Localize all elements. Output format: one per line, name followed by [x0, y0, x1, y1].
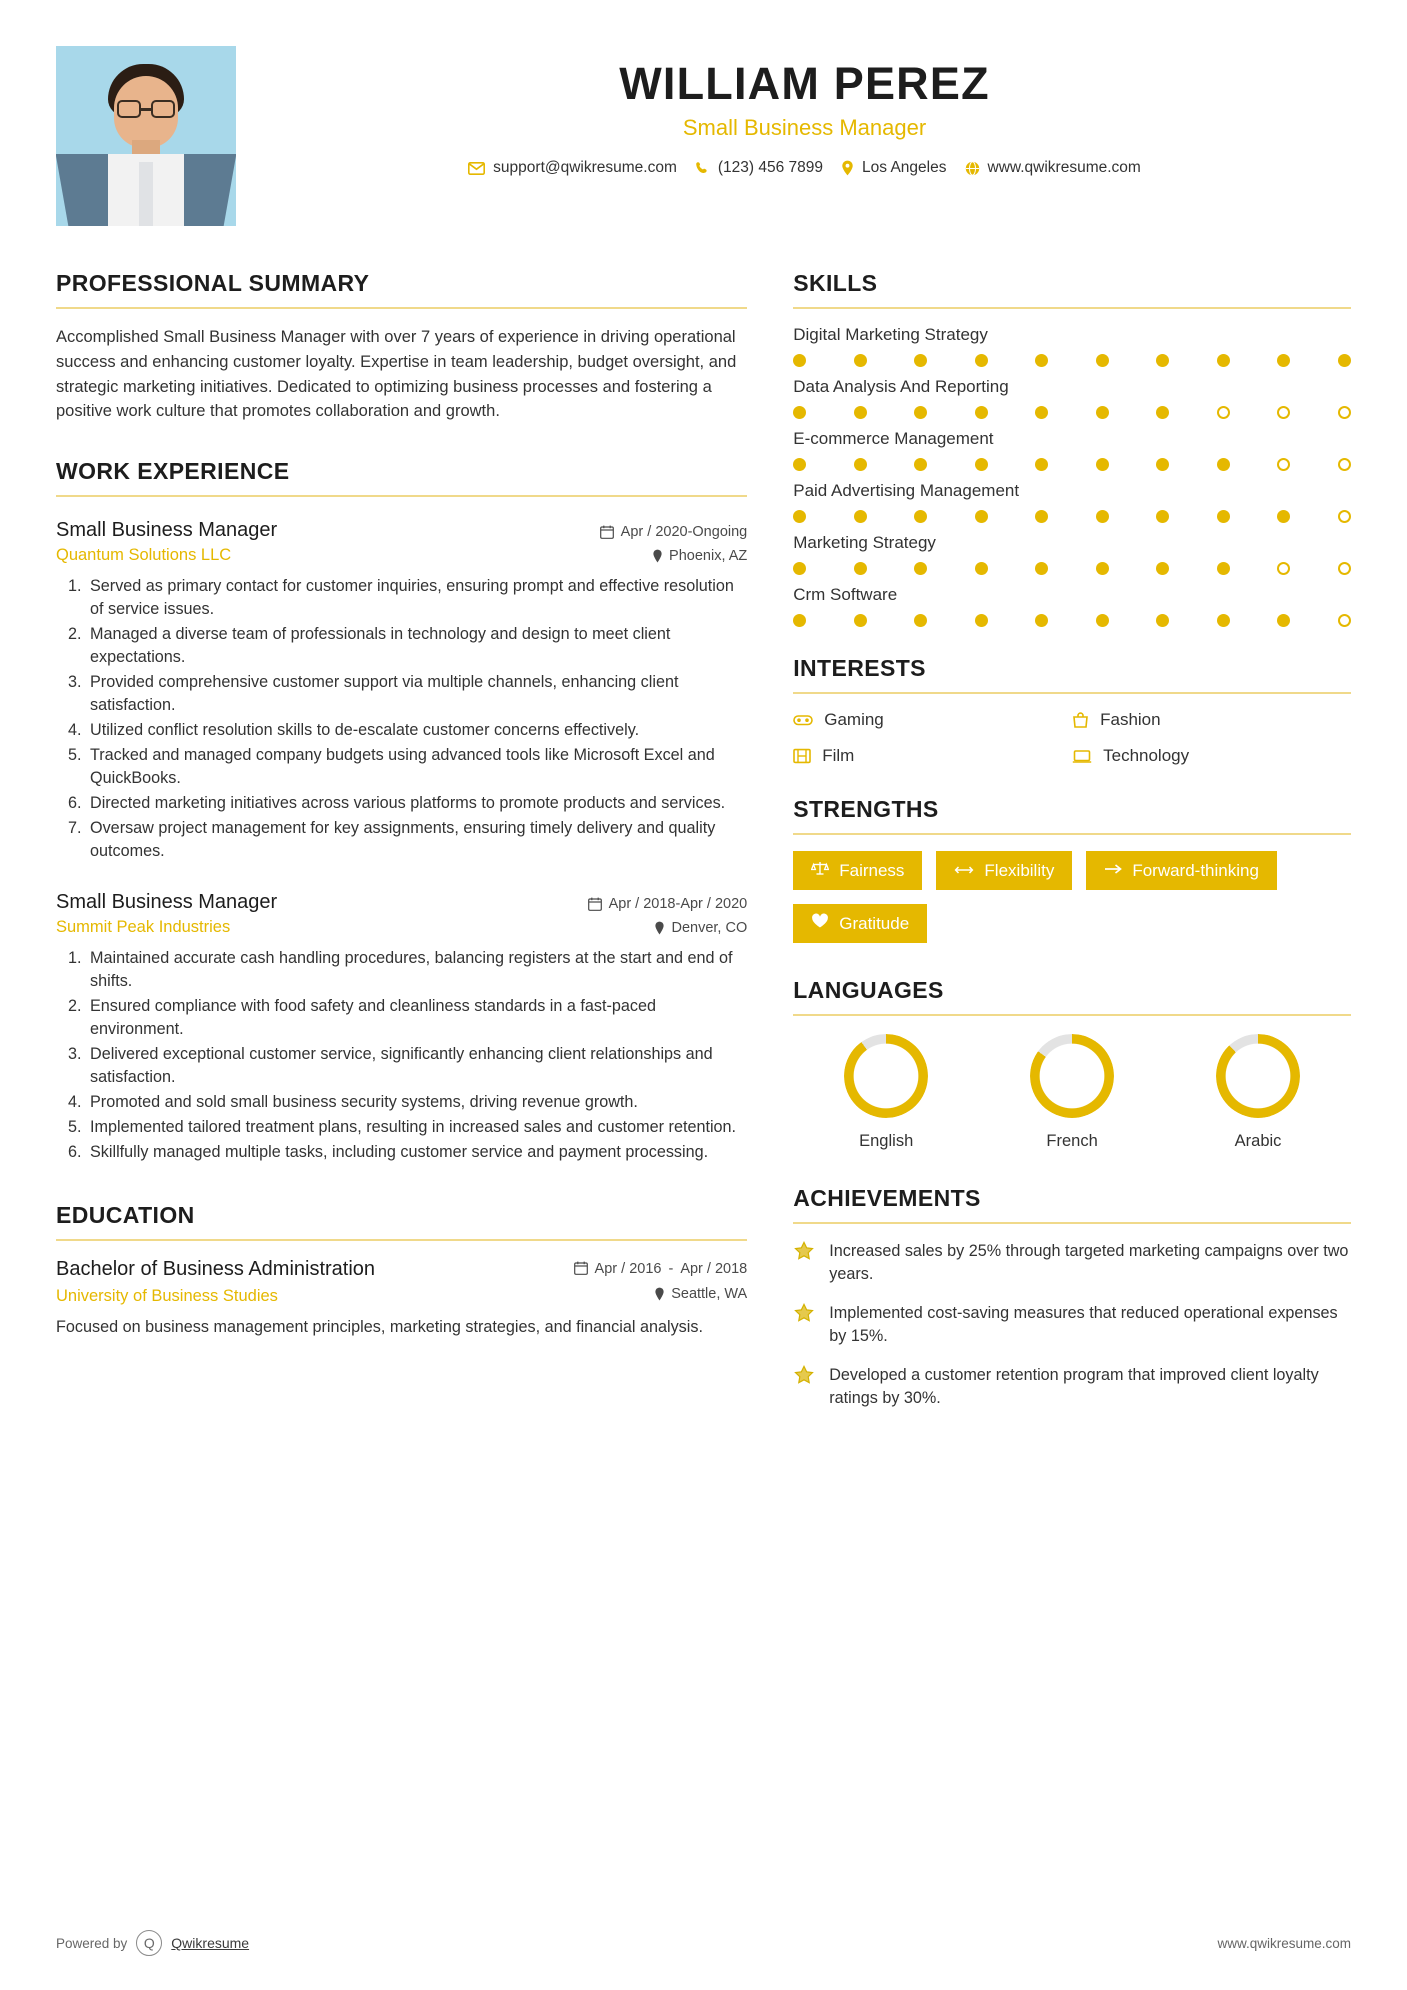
divider: [793, 307, 1351, 309]
skill-dot: [914, 458, 927, 471]
achievement-item: [793, 1302, 1351, 1348]
achievement-item: [793, 1364, 1351, 1410]
interest-label: Technology: [1103, 746, 1190, 765]
list-item: 3. Provided comprehensive customer support via multiple channels, enhancing client satisfaction.: [86, 671, 747, 717]
summary-text: Accomplished Small Business Manager with over 7 years of experience in driving operational success and enhancing customer loyalty. Expertise in team leadership, budget oversight, and strategic marketing initiatives. Dedicated to optimizing business processes and fostering a positive work culture that promotes collaboration and growth.: [56, 328, 737, 421]
skill-dot: [1035, 406, 1048, 419]
skill-dot: [854, 354, 867, 367]
skill-dot: [1277, 562, 1290, 575]
list-item: 4. Promoted and sold small business security systems, driving revenue growth.: [86, 1091, 747, 1114]
education-item: [56, 1257, 747, 1339]
skill-dot: [914, 354, 927, 367]
divider: [793, 833, 1351, 835]
skill-dot: [1217, 354, 1230, 367]
skill-dot: [1217, 406, 1230, 419]
skill-dot: [854, 510, 867, 523]
skill-dot: [1096, 510, 1109, 523]
achievement-item: [793, 1240, 1351, 1286]
divider: [56, 1239, 747, 1241]
language-item: [1216, 1034, 1300, 1151]
skill-dot: [1096, 562, 1109, 575]
skill-label: E-commerce Management: [793, 429, 994, 448]
skill-dot: [1035, 510, 1048, 523]
education-degree: Bachelor of Business Administration: [56, 1258, 376, 1280]
skill-label: Crm Software: [793, 585, 898, 604]
job-dates: [600, 519, 748, 540]
skill-dot: [793, 614, 806, 627]
list-item: 1. Served as primary contact for customer inquiries, ensuring prompt and effective resolution of service issues.: [86, 575, 747, 621]
pin-icon: [654, 921, 665, 935]
interest-label: Fashion: [1100, 710, 1161, 729]
skill-dot: [1156, 354, 1169, 367]
skill-dot: [1035, 458, 1048, 471]
education-description: Focused on business management principles, marketing strategies, and financial analysis.: [56, 1318, 703, 1336]
calendar-icon: [574, 1261, 588, 1275]
page-footer: [56, 1930, 1351, 1956]
list-item: 6. Skillfully managed multiple tasks, including customer service and payment processing.: [86, 1141, 747, 1164]
skill-dot: [1217, 614, 1230, 627]
strength-chip: [793, 904, 927, 943]
skill-rating: [793, 354, 1351, 367]
avatar: [56, 46, 236, 226]
list-item: 2. Managed a diverse team of professionals in technology and design to meet client expectations.: [86, 623, 747, 669]
brand-block[interactable]: [56, 1930, 249, 1956]
contact-email-text: support@qwikresume.com: [493, 159, 677, 177]
skill-dot: [1277, 406, 1290, 419]
skill-dot: [1277, 354, 1290, 367]
contact-website[interactable]: [965, 159, 1141, 177]
skill-dot: [975, 562, 988, 575]
achievement-text: Developed a customer retention program that improved client loyalty ratings by 30%.: [829, 1366, 1319, 1407]
calendar-icon: [600, 525, 614, 539]
laptop-icon: [1072, 749, 1092, 764]
skill-dot: [1156, 458, 1169, 471]
scales-icon: [811, 860, 829, 881]
skill-dot: [854, 614, 867, 627]
education-school: University of Business Studies: [56, 1287, 278, 1305]
powered-by-label: Powered by: [56, 1935, 128, 1951]
skill-dot: [1156, 510, 1169, 523]
skill-dot: [1156, 614, 1169, 627]
skill-dot: [793, 354, 806, 367]
page-title: WILLIAM PEREZ: [619, 58, 990, 109]
skill-dot: [854, 562, 867, 575]
skill-dot: [1338, 406, 1351, 419]
skill-dot: [975, 406, 988, 419]
strength-label: Flexibility: [984, 860, 1055, 880]
skill-item: [793, 429, 1351, 471]
skill-dot: [1156, 406, 1169, 419]
skill-dot: [1035, 614, 1048, 627]
education-date-start: Apr / 2016: [594, 1261, 662, 1277]
mail-icon: [468, 162, 485, 175]
skill-dot: [914, 406, 927, 419]
divider: [793, 1222, 1351, 1224]
section-heading-achievements: ACHIEVEMENTS: [793, 1185, 981, 1211]
list-item: 3. Delivered exceptional customer service, significantly enhancing client relationships and satisfaction.: [86, 1043, 747, 1089]
job-company: Quantum Solutions LLC: [56, 546, 232, 564]
strength-chip: [1086, 851, 1277, 890]
section-heading-skills: SKILLS: [793, 270, 878, 296]
skill-dot: [975, 510, 988, 523]
section-heading-experience: WORK EXPERIENCE: [56, 458, 290, 484]
skill-item: [793, 533, 1351, 575]
skill-item: [793, 377, 1351, 419]
strength-label: Gratitude: [839, 913, 910, 933]
divider: [56, 495, 747, 497]
pin-icon: [654, 1287, 665, 1301]
skill-rating: [793, 510, 1351, 523]
left-column: [56, 270, 793, 1410]
education-location-text: Seattle, WA: [671, 1285, 748, 1302]
divider: [793, 1014, 1351, 1016]
skill-item: [793, 585, 1351, 627]
job-location: [654, 920, 747, 936]
skill-rating: [793, 458, 1351, 471]
skill-dot: [1096, 354, 1109, 367]
film-icon: [793, 748, 811, 764]
job-location: [652, 548, 747, 564]
section-heading-interests: INTERESTS: [793, 655, 926, 681]
language-progress-ring: [1216, 1034, 1300, 1118]
skill-rating: [793, 614, 1351, 627]
section-heading-summary: PROFESSIONAL SUMMARY: [56, 270, 370, 296]
brand-name: Qwikresume: [171, 1935, 250, 1951]
skill-dot: [1277, 510, 1290, 523]
strength-label: Fairness: [839, 860, 905, 880]
skill-dot: [1277, 614, 1290, 627]
skills-list: [793, 325, 1351, 627]
skill-dot: [975, 458, 988, 471]
skill-dot: [1035, 354, 1048, 367]
skill-dot: [1338, 354, 1351, 367]
skill-dot: [854, 406, 867, 419]
star-icon: [793, 1240, 815, 1286]
strength-chip: [936, 851, 1072, 890]
contact-phone-text: (123) 456 7899: [717, 159, 824, 177]
interest-item: [793, 710, 1072, 730]
job-title: Small Business Manager: [56, 891, 278, 913]
qwikresume-logo-icon: Q: [136, 1930, 162, 1956]
language-item: [1030, 1034, 1114, 1151]
list-item: 4. Utilized conflict resolution skills to de-escalate customer concerns effectively.: [86, 719, 747, 742]
interests-list: [793, 710, 1351, 766]
section-heading-education: EDUCATION: [56, 1202, 195, 1228]
skill-rating: [793, 406, 1351, 419]
list-item: 1. Maintained accurate cash handling procedures, balancing registers at the start and end of shifts.: [86, 947, 747, 993]
interest-label: Film: [822, 746, 855, 765]
experience-item: [56, 891, 747, 1164]
interest-item: [1072, 746, 1351, 766]
job-title: Small Business Manager: [56, 519, 278, 541]
skill-dot: [975, 614, 988, 627]
strength-chip: [793, 851, 922, 890]
heart-icon: [811, 913, 829, 934]
language-label: French: [1046, 1132, 1098, 1150]
language-label: Arabic: [1234, 1132, 1282, 1150]
star-icon: [793, 1364, 815, 1410]
languages-list: [793, 1034, 1351, 1151]
job-bullets: [56, 575, 747, 863]
skill-dot: [1217, 510, 1230, 523]
skill-label: Digital Marketing Strategy: [793, 325, 988, 344]
skill-item: [793, 481, 1351, 523]
list-item: 7. Oversaw project management for key assignments, ensuring timely delivery and quality outcomes.: [86, 817, 747, 863]
divider: [56, 307, 747, 309]
education-date-end: Apr / 2018: [680, 1261, 748, 1277]
arrow-right-icon: [1104, 861, 1122, 881]
list-item: 5. Implemented tailored treatment plans, resulting in increased sales and customer retention.: [86, 1116, 747, 1139]
skill-dot: [914, 510, 927, 523]
header-text: [278, 46, 1351, 177]
skill-dot: [793, 458, 806, 471]
language-item: [844, 1034, 928, 1151]
skill-dot: [854, 458, 867, 471]
skill-dot: [1035, 562, 1048, 575]
skill-rating: [793, 562, 1351, 575]
job-bullets: [56, 947, 747, 1164]
job-company: Summit Peak Industries: [56, 918, 231, 936]
skill-dot: [914, 614, 927, 627]
star-icon: [793, 1302, 815, 1348]
phone-icon: [695, 161, 710, 176]
skill-dot: [1338, 614, 1351, 627]
contact-bar: [258, 159, 1351, 177]
skill-dot: [793, 510, 806, 523]
job-dates: [588, 891, 748, 912]
skill-label: Data Analysis And Reporting: [793, 377, 1009, 396]
interest-item: [1072, 710, 1351, 730]
job-dates-text: Apr / 2018-Apr / 2020: [608, 896, 748, 912]
arrows-icon: [954, 861, 974, 881]
contact-location-text: Los Angeles: [862, 159, 947, 177]
job-dates-text: Apr / 2020-Ongoing: [620, 524, 748, 540]
skill-label: Marketing Strategy: [793, 533, 936, 552]
strengths-list: [793, 851, 1351, 943]
section-heading-languages: LANGUAGES: [793, 977, 944, 1003]
skill-dot: [975, 354, 988, 367]
skill-dot: [1338, 510, 1351, 523]
interest-label: Gaming: [824, 710, 884, 729]
footer-website: www.qwikresume.com: [1217, 1935, 1351, 1951]
skill-label: Paid Advertising Management: [793, 481, 1020, 500]
skill-dot: [1217, 562, 1230, 575]
calendar-icon: [588, 897, 602, 911]
interest-item: [793, 746, 1072, 766]
education-location: [654, 1286, 747, 1302]
globe-icon: [965, 161, 980, 176]
gamepad-icon: [793, 713, 813, 727]
job-role: Small Business Manager: [682, 115, 927, 141]
language-progress-ring: [844, 1034, 928, 1118]
skill-item: [793, 325, 1351, 367]
strength-label: Forward-thinking: [1132, 860, 1259, 880]
body-columns: [56, 270, 1351, 1410]
contact-website-text: www.qwikresume.com: [987, 159, 1141, 177]
list-item: 2. Ensured compliance with food safety and cleanliness standards in a fast-paced environment.: [86, 995, 747, 1041]
language-label: English: [859, 1132, 914, 1150]
section-heading-strengths: STRENGTHS: [793, 796, 939, 822]
resume-header: [56, 46, 1351, 226]
achievement-text: Implemented cost-saving measures that reduced operational expenses by 15%.: [829, 1304, 1338, 1345]
skill-dot: [1217, 458, 1230, 471]
education-dates: [574, 1257, 748, 1278]
skill-dot: [793, 406, 806, 419]
language-progress-ring: [1030, 1034, 1114, 1118]
contact-email[interactable]: [468, 159, 677, 177]
list-item: 5. Tracked and managed company budgets using advanced tools like Microsoft Excel and QuickBooks.: [86, 744, 747, 790]
skill-dot: [793, 562, 806, 575]
achievements-list: [793, 1240, 1351, 1410]
job-location-text: Phoenix, AZ: [669, 547, 748, 564]
skill-dot: [1156, 562, 1169, 575]
skill-dot: [1096, 614, 1109, 627]
list-item: 6. Directed marketing initiatives across various platforms to promote products and services.: [86, 792, 747, 815]
contact-phone[interactable]: [695, 159, 823, 177]
location-icon: [841, 160, 854, 176]
skill-dot: [914, 562, 927, 575]
experience-item: [56, 519, 747, 863]
education-date-separator: -: [668, 1261, 674, 1277]
skill-dot: [1096, 406, 1109, 419]
skill-dot: [1096, 458, 1109, 471]
pin-icon: [652, 549, 663, 563]
right-column: [793, 270, 1351, 1410]
achievement-text: Increased sales by 25% through targeted marketing campaigns over two years.: [829, 1242, 1349, 1283]
skill-dot: [1338, 562, 1351, 575]
job-location-text: Denver, CO: [671, 919, 748, 936]
skill-dot: [1277, 458, 1290, 471]
contact-location[interactable]: [841, 159, 946, 177]
bag-icon: [1072, 712, 1089, 728]
divider: [793, 692, 1351, 694]
skill-dot: [1338, 458, 1351, 471]
